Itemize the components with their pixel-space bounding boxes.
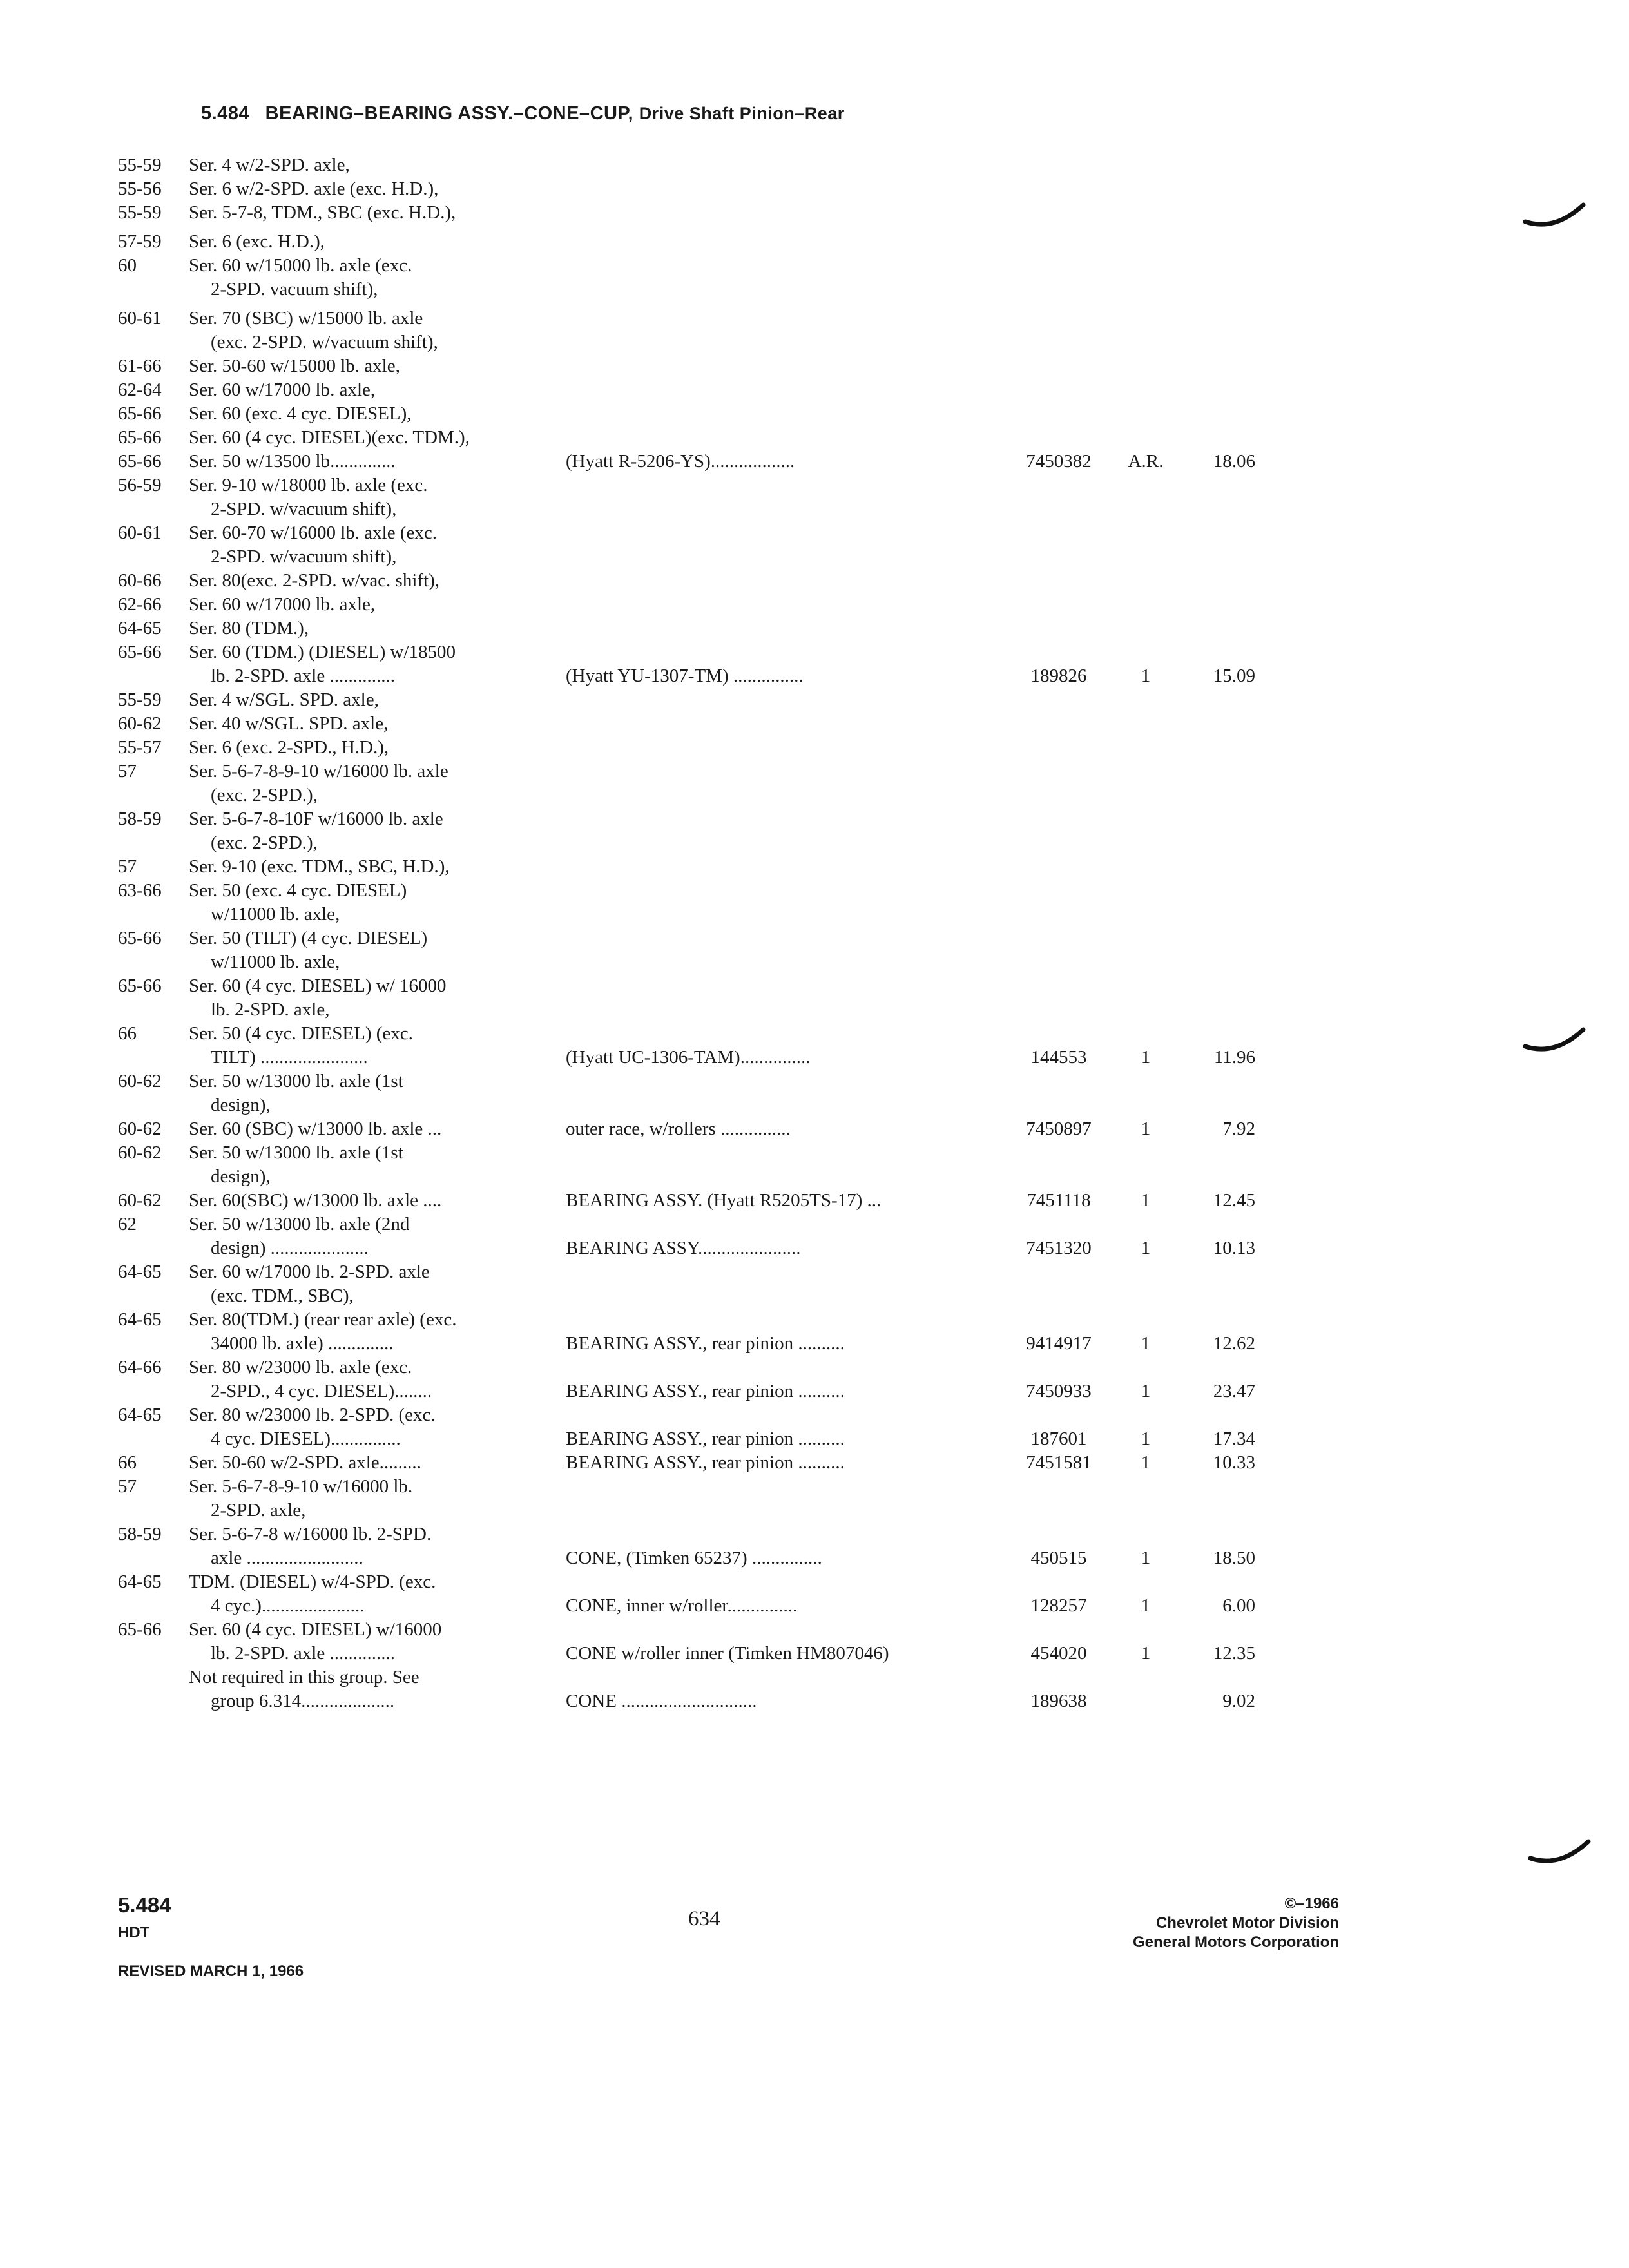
quantity: 1 (1141, 1548, 1151, 1568)
description-line: 2-SPD. w/vacuum shift), (211, 499, 397, 519)
list-price: 7.92 (1222, 1119, 1255, 1139)
catalog-row (0, 1451, 1629, 1475)
list-price: 6.00 (1222, 1595, 1255, 1616)
application-description (189, 1618, 550, 1666)
description-line: Ser. 50 (4 cyc. DIESEL) (exc. (189, 1023, 413, 1044)
application-description (189, 521, 550, 569)
model-year: 55-56 (118, 178, 162, 199)
application-description (189, 1475, 550, 1523)
catalog-row (0, 879, 1629, 927)
application-description (189, 688, 550, 712)
description-line: 2-SPD., 4 cyc. DIESEL)........ (211, 1381, 432, 1401)
description-line: Ser. 50 w/13000 lb. axle (1st (189, 1142, 403, 1163)
application-description (189, 712, 550, 736)
footer-corporation: General Motors Corporation (1132, 1934, 1339, 1951)
list-price: 18.50 (1213, 1548, 1255, 1568)
description-line: Ser. 9-10 w/18000 lb. axle (exc. (189, 475, 428, 495)
quantity: 1 (1141, 1381, 1151, 1401)
description-line: Ser. 60 (4 cyc. DIESEL) w/ 16000 (189, 975, 447, 996)
list-price: 15.09 (1213, 666, 1255, 686)
application-description (189, 807, 550, 855)
model-year: 58-59 (118, 1524, 162, 1544)
part-number: 7451320 (1026, 1238, 1092, 1258)
application-description (189, 201, 550, 225)
catalog-row (0, 760, 1629, 807)
catalog-row (0, 402, 1629, 426)
catalog-row (0, 712, 1629, 736)
model-year: 60-61 (118, 308, 162, 329)
description-line: Ser. 5-6-7-8-9-10 w/16000 lb. axle (189, 761, 448, 782)
footer-revised-date: REVISED MARCH 1, 1966 (118, 1963, 304, 1980)
description-line: Ser. 60 (4 cyc. DIESEL)(exc. TDM.), (189, 427, 470, 448)
application-description (189, 736, 550, 760)
catalog-row (0, 1356, 1629, 1403)
row-spacer (0, 225, 1629, 230)
page-header (201, 103, 845, 124)
application-description (189, 1523, 550, 1570)
model-year: 60-66 (118, 570, 162, 591)
model-year: 64-65 (118, 618, 162, 639)
catalog-row (0, 1523, 1629, 1570)
catalog-row (0, 254, 1629, 302)
description-line: lb. 2-SPD. axle .............. (211, 1643, 395, 1664)
catalog-row (0, 617, 1629, 640)
part-description: CONE, inner w/roller............... (566, 1595, 798, 1616)
part-description: CONE, (Timken 65237) ............... (566, 1548, 822, 1568)
part-number: 189638 (1030, 1691, 1087, 1711)
catalog-row (0, 474, 1629, 521)
catalog-row (0, 640, 1629, 688)
description-line: Ser. 50-60 w/2-SPD. axle......... (189, 1452, 421, 1473)
description-line: Ser. 5-6-7-8-10F w/16000 lb. axle (189, 809, 443, 829)
application-description (189, 354, 550, 378)
model-year: 66 (118, 1023, 137, 1044)
description-line: Ser. 5-6-7-8-9-10 w/16000 lb. (189, 1476, 413, 1497)
part-number: 7450933 (1026, 1381, 1092, 1401)
application-description (189, 153, 550, 177)
description-line: Ser. 60 w/17000 lb. 2-SPD. axle (189, 1262, 430, 1282)
model-year: 60-62 (118, 1142, 162, 1163)
application-description (189, 378, 550, 402)
model-year: 65-66 (118, 928, 162, 948)
catalog-row (0, 569, 1629, 593)
application-description (189, 402, 550, 426)
catalog-row (0, 201, 1629, 225)
part-number: 450515 (1030, 1548, 1087, 1568)
description-line: Ser. 50-60 w/15000 lb. axle, (189, 356, 400, 376)
model-year: 62-64 (118, 380, 162, 400)
application-description (189, 1570, 550, 1618)
description-line: Ser. 60 w/17000 lb. axle, (189, 380, 376, 400)
list-price: 12.35 (1213, 1643, 1255, 1664)
catalog-row (0, 1666, 1629, 1713)
description-line: Ser. 6 (exc. 2-SPD., H.D.), (189, 737, 389, 758)
footer-section: 5.484 (118, 1893, 171, 1917)
part-description: BEARING ASSY., rear pinion .......... (566, 1428, 845, 1449)
quantity: 1 (1141, 1643, 1151, 1664)
description-line: TILT) ....................... (211, 1047, 368, 1068)
binder-tick-mark-bottom (1527, 1836, 1592, 1875)
part-description: (Hyatt UC-1306-TAM)............... (566, 1047, 811, 1068)
part-description: BEARING ASSY...................... (566, 1238, 801, 1258)
description-line: Ser. 70 (SBC) w/15000 lb. axle (189, 308, 423, 329)
description-line: Ser. 60-70 w/16000 lb. axle (exc. (189, 523, 437, 543)
description-line: Ser. 80 w/23000 lb. 2-SPD. (exc. (189, 1405, 436, 1425)
description-line: Ser. 40 w/SGL. SPD. axle, (189, 713, 389, 734)
application-description (189, 1308, 550, 1356)
description-line: design), (211, 1166, 271, 1187)
part-number: 128257 (1030, 1595, 1087, 1616)
catalog-row (0, 378, 1629, 402)
part-description: BEARING ASSY., rear pinion .......... (566, 1381, 845, 1401)
model-year: 58-59 (118, 809, 162, 829)
description-line: Ser. 9-10 (exc. TDM., SBC, H.D.), (189, 856, 450, 877)
model-year: 55-59 (118, 202, 162, 223)
model-year: 65-66 (118, 642, 162, 662)
model-year: 57 (118, 761, 137, 782)
model-year: 62-66 (118, 594, 162, 615)
quantity: 1 (1141, 1428, 1151, 1449)
description-line: Ser. 50 w/13500 lb.............. (189, 451, 396, 472)
model-year: 65-66 (118, 451, 162, 472)
description-line: design) ..................... (211, 1238, 369, 1258)
application-description (189, 1189, 550, 1213)
list-price: 9.02 (1222, 1691, 1255, 1711)
part-number: 189826 (1030, 666, 1087, 686)
quantity: A.R. (1128, 451, 1164, 472)
list-price: 11.96 (1213, 1047, 1255, 1068)
model-year: 64-65 (118, 1262, 162, 1282)
quantity: 1 (1141, 1595, 1151, 1616)
description-line: Ser. 5-6-7-8 w/16000 lb. 2-SPD. (189, 1524, 432, 1544)
list-price: 10.13 (1213, 1238, 1255, 1258)
part-number: 187601 (1030, 1428, 1087, 1449)
description-line: Ser. 60 (TDM.) (DIESEL) w/18500 (189, 642, 456, 662)
application-description (189, 230, 550, 254)
model-year: 60 (118, 255, 137, 276)
description-line: Ser. 80 (TDM.), (189, 618, 309, 639)
application-description (189, 974, 550, 1022)
catalog-row (0, 1189, 1629, 1213)
description-line: (exc. TDM., SBC), (211, 1285, 354, 1306)
catalog-row (0, 230, 1629, 254)
catalog-row (0, 521, 1629, 569)
application-description (189, 617, 550, 640)
quantity: 1 (1141, 1119, 1151, 1139)
catalog-row (0, 807, 1629, 855)
catalog-row (0, 1308, 1629, 1356)
catalog-row (0, 307, 1629, 354)
model-year: 65-66 (118, 975, 162, 996)
parts-catalog-list (0, 153, 1629, 1713)
catalog-row (0, 450, 1629, 474)
binder-tick-mark-top (1522, 200, 1586, 238)
catalog-row (0, 974, 1629, 1022)
application-description (189, 307, 550, 354)
description-line: Ser. 60 w/17000 lb. axle, (189, 594, 376, 615)
part-number: 454020 (1030, 1643, 1087, 1664)
model-year: 63-66 (118, 880, 162, 901)
application-description (189, 1022, 550, 1070)
application-description (189, 254, 550, 302)
application-description (189, 879, 550, 927)
application-description (189, 1117, 550, 1141)
model-year: 56-59 (118, 475, 162, 495)
application-description (189, 1356, 550, 1403)
catalog-row (0, 153, 1629, 177)
application-description (189, 1451, 550, 1475)
model-year: 57 (118, 1476, 137, 1497)
application-description (189, 760, 550, 807)
model-year: 55-59 (118, 155, 162, 175)
catalog-row (0, 593, 1629, 617)
catalog-row (0, 1141, 1629, 1189)
catalog-row (0, 1475, 1629, 1523)
catalog-row (0, 1403, 1629, 1451)
description-line: 2-SPD. vacuum shift), (211, 279, 378, 300)
description-line: Ser. 60 (exc. 4 cyc. DIESEL), (189, 403, 412, 424)
description-line: Ser. 50 (exc. 4 cyc. DIESEL) (189, 880, 407, 901)
model-year: 65-66 (118, 403, 162, 424)
application-description (189, 593, 550, 617)
description-line: Ser. 60 (SBC) w/13000 lb. axle ... (189, 1119, 442, 1139)
model-year: 65-66 (118, 1619, 162, 1640)
application-description (189, 474, 550, 521)
description-line: axle ......................... (211, 1548, 363, 1568)
description-line: group 6.314.................... (211, 1691, 395, 1711)
row-spacer (0, 302, 1629, 307)
description-line: lb. 2-SPD. axle .............. (211, 666, 395, 686)
description-line: w/11000 lb. axle, (211, 904, 340, 925)
model-year: 55-59 (118, 689, 162, 710)
list-price: 10.33 (1213, 1452, 1255, 1473)
description-line: lb. 2-SPD. axle, (211, 999, 330, 1020)
description-line: 2-SPD. axle, (211, 1500, 306, 1521)
application-description (189, 640, 550, 688)
part-number: 7450897 (1026, 1119, 1092, 1139)
model-year: 60-62 (118, 1119, 162, 1139)
model-year: 60-62 (118, 713, 162, 734)
application-description (189, 569, 550, 593)
header-section: 5.484 (201, 103, 250, 124)
application-description (189, 1260, 550, 1308)
header-subtitle: Drive Shaft Pinion–Rear (639, 104, 845, 123)
catalog-row (0, 1618, 1629, 1666)
description-line: Ser. 60 (4 cyc. DIESEL) w/16000 (189, 1619, 442, 1640)
part-description: (Hyatt R-5206-YS).................. (566, 451, 795, 472)
list-price: 23.47 (1213, 1381, 1255, 1401)
list-price: 18.06 (1213, 451, 1255, 472)
model-year: 60-62 (118, 1071, 162, 1091)
catalog-row (0, 927, 1629, 974)
description-line: 34000 lb. axle) .............. (211, 1333, 394, 1354)
footer-publisher (1133, 1894, 1339, 1952)
part-description: (Hyatt YU-1307-TM) ............... (566, 666, 804, 686)
description-line: 2-SPD. w/vacuum shift), (211, 546, 397, 567)
model-year: 60-62 (118, 1190, 162, 1211)
model-year: 64-66 (118, 1357, 162, 1378)
description-line: Ser. 6 w/2-SPD. axle (exc. H.D.), (189, 178, 439, 199)
catalog-row (0, 1213, 1629, 1260)
description-line: Ser. 80(TDM.) (rear rear axle) (exc. (189, 1309, 457, 1330)
list-price: 12.45 (1213, 1190, 1255, 1211)
part-number: 9414917 (1026, 1333, 1092, 1354)
description-line: Ser. 5-7-8, TDM., SBC (exc. H.D.), (189, 202, 456, 223)
footer-copyright: ©–1966 (1284, 1895, 1339, 1912)
application-description (189, 426, 550, 450)
description-line: Ser. 6 (exc. H.D.), (189, 231, 325, 252)
application-description (189, 1141, 550, 1189)
application-description (189, 450, 550, 474)
application-description (189, 1403, 550, 1451)
footer-left (118, 1893, 304, 1981)
footer-code: HDT (118, 1924, 150, 1941)
part-description: CONE w/roller inner (Timken HM807046) (566, 1643, 889, 1664)
model-year: 64-65 (118, 1571, 162, 1592)
list-price: 12.62 (1213, 1333, 1255, 1354)
catalog-row (0, 688, 1629, 712)
description-line: Ser. 60(SBC) w/13000 lb. axle .... (189, 1190, 442, 1211)
application-description (189, 1070, 550, 1117)
description-line: Ser. 60 w/15000 lb. axle (exc. (189, 255, 412, 276)
quantity: 1 (1141, 1333, 1151, 1354)
catalog-row (0, 426, 1629, 450)
model-year: 60-61 (118, 523, 162, 543)
model-year: 66 (118, 1452, 137, 1473)
catalog-row (0, 1070, 1629, 1117)
application-description (189, 1213, 550, 1260)
description-line: (exc. 2-SPD. w/vacuum shift), (211, 332, 438, 352)
model-year: 57 (118, 856, 137, 877)
catalog-row (0, 177, 1629, 201)
description-line: Ser. 50 w/13000 lb. axle (2nd (189, 1214, 410, 1235)
description-line: 4 cyc. DIESEL)............... (211, 1428, 401, 1449)
quantity: 1 (1141, 666, 1151, 686)
catalog-row (0, 736, 1629, 760)
application-description (189, 855, 550, 879)
model-year: 61-66 (118, 356, 162, 376)
application-description (189, 927, 550, 974)
catalog-row (0, 1570, 1629, 1618)
footer-division: Chevrolet Motor Division (1155, 1914, 1339, 1932)
quantity: 1 (1141, 1238, 1151, 1258)
description-line: Ser. 50 (TILT) (4 cyc. DIESEL) (189, 928, 428, 948)
catalog-row (0, 1117, 1629, 1141)
catalog-row (0, 354, 1629, 378)
description-line: Ser. 50 w/13000 lb. axle (1st (189, 1071, 403, 1091)
description-line: design), (211, 1095, 271, 1115)
description-line: TDM. (DIESEL) w/4-SPD. (exc. (189, 1571, 436, 1592)
description-line: Ser. 4 w/2-SPD. axle, (189, 155, 350, 175)
part-number: 7451581 (1026, 1452, 1092, 1473)
description-line: (exc. 2-SPD.), (211, 832, 318, 853)
list-price: 17.34 (1213, 1428, 1255, 1449)
part-description: BEARING ASSY., rear pinion .......... (566, 1452, 845, 1473)
model-year: 62 (118, 1214, 137, 1235)
application-description (189, 177, 550, 201)
description-line: w/11000 lb. axle, (211, 952, 340, 972)
part-number: 7450382 (1026, 451, 1092, 472)
part-description: BEARING ASSY. (Hyatt R5205TS-17) ... (566, 1190, 882, 1211)
quantity: 1 (1141, 1452, 1151, 1473)
model-year: 65-66 (118, 427, 162, 448)
catalog-row (0, 1260, 1629, 1308)
part-description: BEARING ASSY., rear pinion .......... (566, 1333, 845, 1354)
model-year: 55-57 (118, 737, 162, 758)
model-year: 64-65 (118, 1309, 162, 1330)
application-description (189, 1666, 550, 1713)
part-description: outer race, w/rollers ............... (566, 1119, 791, 1139)
model-year: 64-65 (118, 1405, 162, 1425)
part-number: 7451118 (1027, 1190, 1091, 1211)
page-number: 634 (688, 1907, 720, 1930)
quantity: 1 (1141, 1190, 1151, 1211)
part-number: 144553 (1030, 1047, 1087, 1068)
header-title: BEARING–BEARING ASSY.–CONE–CUP, (265, 103, 634, 124)
catalog-row (0, 1022, 1629, 1070)
binder-tick-mark-middle (1522, 1024, 1586, 1063)
description-line: Ser. 80 w/23000 lb. axle (exc. (189, 1357, 412, 1378)
model-year: 57-59 (118, 231, 162, 252)
catalog-row (0, 855, 1629, 879)
description-line: 4 cyc.)...................... (211, 1595, 365, 1616)
quantity: 1 (1141, 1047, 1151, 1068)
description-line: Ser. 80(exc. 2-SPD. w/vac. shift), (189, 570, 440, 591)
description-line: Ser. 4 w/SGL. SPD. axle, (189, 689, 379, 710)
part-description: CONE ............................. (566, 1691, 757, 1711)
description-line: Not required in this group. See (189, 1667, 419, 1687)
description-line: (exc. 2-SPD.), (211, 785, 318, 805)
